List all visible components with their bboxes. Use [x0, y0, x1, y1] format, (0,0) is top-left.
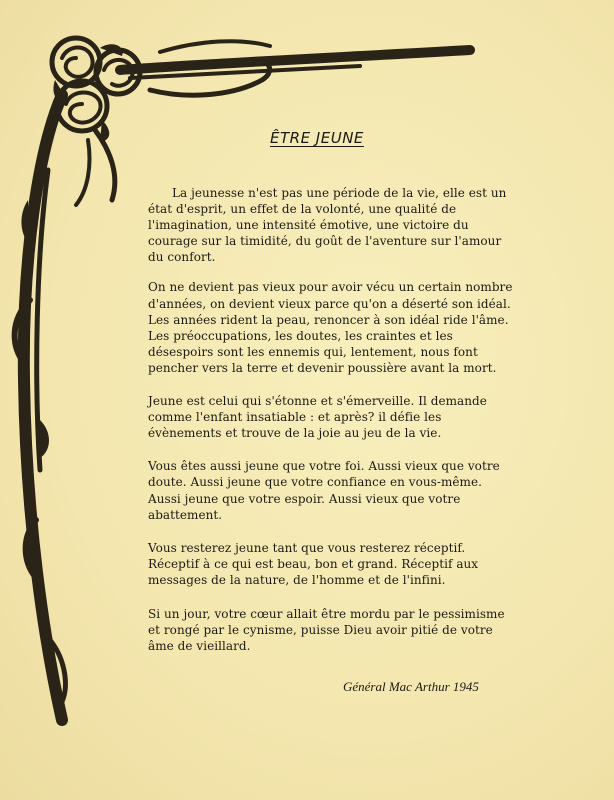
document-title: ÊTRE JEUNE — [270, 129, 364, 147]
signature: Général Mac Arthur 1945 — [343, 679, 479, 694]
paragraph: On ne devient pas vieux pour avoir vécu un certain nombre d'années, on devient vieux parce qu'on a déserté son idéal. Les années rident la peau, renoncer à son idéal ride l'âme. Les préoccupations, les doutes, les craintes et les désespoirs sont les ennemis qui, lentement, nous font pencher vers la terre et devenir poussière avant la mort. — [148, 280, 513, 375]
paragraph: La jeunesse n'est pas une période de la vie, elle est un état d'esprit, un effet de la volonté, une qualité de l'imagination, une intensité émotive, une victoire du courage sur la timidité, du goût de l'aventure sur l'amour du confort. — [148, 186, 507, 265]
paragraph: Vous êtes aussi jeune que votre foi. Aussi vieux que votre doute. Aussi jeune que votre confiance en vous-même. Aussi jeune que votre espoir. Aussi vieux que votre abattement. — [148, 459, 500, 522]
paragraph: Si un jour, votre cœur allait être mordu par le pessimisme et rongé par le cynisme, puisse Dieu avoir pitié de votre âme de vieillard. — [148, 606, 505, 654]
paragraph: Jeune est celui qui s'étonne et s'émerveille. Il demande comme l'enfant insatiable : et après? il défie les évènements et trouve de la joie au jeu de la vie. — [148, 394, 487, 441]
paragraph: Vous resterez jeune tant que vous resterez réceptif. Réceptif à ce qui est beau, bon et grand. Réceptif aux messages de la nature, de l'homme et de l'infini. — [148, 540, 479, 587]
document-body — [148, 185, 513, 667]
